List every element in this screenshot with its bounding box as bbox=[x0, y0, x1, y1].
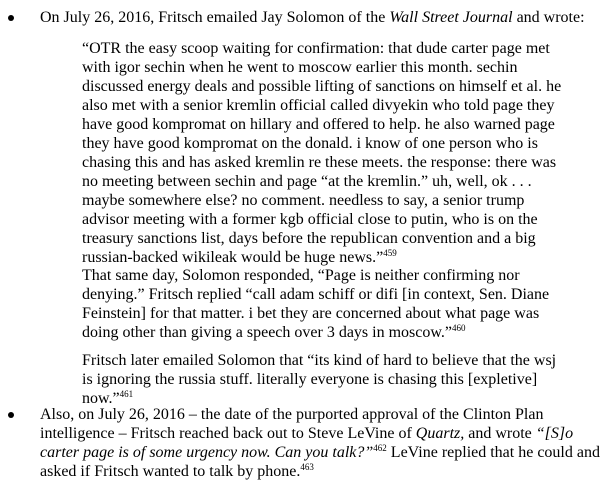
quote-line: also met with a senior kremlin official called divyekin who told page they bbox=[82, 97, 555, 114]
bullet-icon bbox=[8, 412, 14, 418]
footnote-ref: 461 bbox=[119, 389, 134, 399]
paragraph-line-last: doing other than giving a speech over 3 days in moscow.”$^{460}$ bbox=[82, 323, 466, 341]
bullet-icon bbox=[8, 15, 14, 21]
footnote-ref: 462 bbox=[373, 443, 387, 453]
quote-line: with igor sechin when he went to moscow earlier this month. sechin bbox=[82, 59, 518, 76]
quote-line-last: russian-backed wikileak would be huge news.”$^{459}$ bbox=[82, 248, 397, 266]
bullet-line: intelligence – Fritsch reached back out to Steve LeVine of Quartz, and wrote “[S]o bbox=[40, 425, 574, 442]
footnote-ref: 463 bbox=[300, 462, 314, 472]
paragraph-line-last: now.”$^{461}$ bbox=[82, 389, 134, 407]
quote-line: maybe somewhere else? no comment. needless to say, a senior trump bbox=[82, 192, 525, 209]
publication-name: Quartz, bbox=[415, 425, 465, 442]
footnote-ref: 460 bbox=[451, 323, 466, 333]
publication-name: Wall Street Journal bbox=[389, 9, 513, 26]
quote-line: they have good kompromat on the donald. i know of one person who is bbox=[82, 135, 538, 152]
quote-line: chasing this and has asked kremlin re these meets. the response: there was bbox=[82, 154, 557, 171]
paragraph-line: denying.” Fritsch replied “call adam schiff or difi [in context, Sen. Diane bbox=[82, 286, 550, 303]
quote-line: have good kompromat on hillary and offered to help. he also warned page bbox=[82, 116, 555, 133]
bullet-line-last: asked if Fritsch wanted to talk by phone.$^{463}$ bbox=[40, 462, 314, 480]
paragraph-line: Feinstein] for that matter. i bet they are concerned about what page was bbox=[82, 305, 540, 322]
paragraph-line: That same day, Solomon responded, “Page is neither confirming nor bbox=[82, 267, 520, 284]
footnote-ref: 459 bbox=[383, 248, 397, 258]
bullet-line: carter page is of some urgency now. Can you talk?”$^{462}$ LeVine replied that he could and bbox=[40, 443, 600, 461]
quote-line: discussed energy deals and possible lifting of sanctions on himself et al. he bbox=[82, 78, 562, 95]
quote-line: treasury sanctions list, days before the republican convention and a big bbox=[82, 230, 536, 247]
bullet-line: Also, on July 26, 2016 – the date of the purported approval of the Clinton Plan bbox=[40, 406, 544, 423]
quote-line: “OTR the easy scoop waiting for confirmation: that dude carter page met bbox=[82, 40, 550, 57]
quote-line: advisor meeting with a former kgb official close to putin, who is on the bbox=[82, 211, 538, 228]
paragraph-line: is ignoring the russia stuff. literally everyone is chasing this [expletive] bbox=[82, 371, 538, 388]
bullet-intro: On July 26, 2016, Fritsch emailed Jay Solomon of the Wall Street Journal and wrote: bbox=[40, 9, 585, 26]
quote-line: no meeting between sechin and page “at the kremlin.” uh, well, ok . . . bbox=[82, 173, 532, 190]
paragraph-line: Fritsch later emailed Solomon that “its kind of hard to believe that the wsj bbox=[82, 352, 557, 369]
